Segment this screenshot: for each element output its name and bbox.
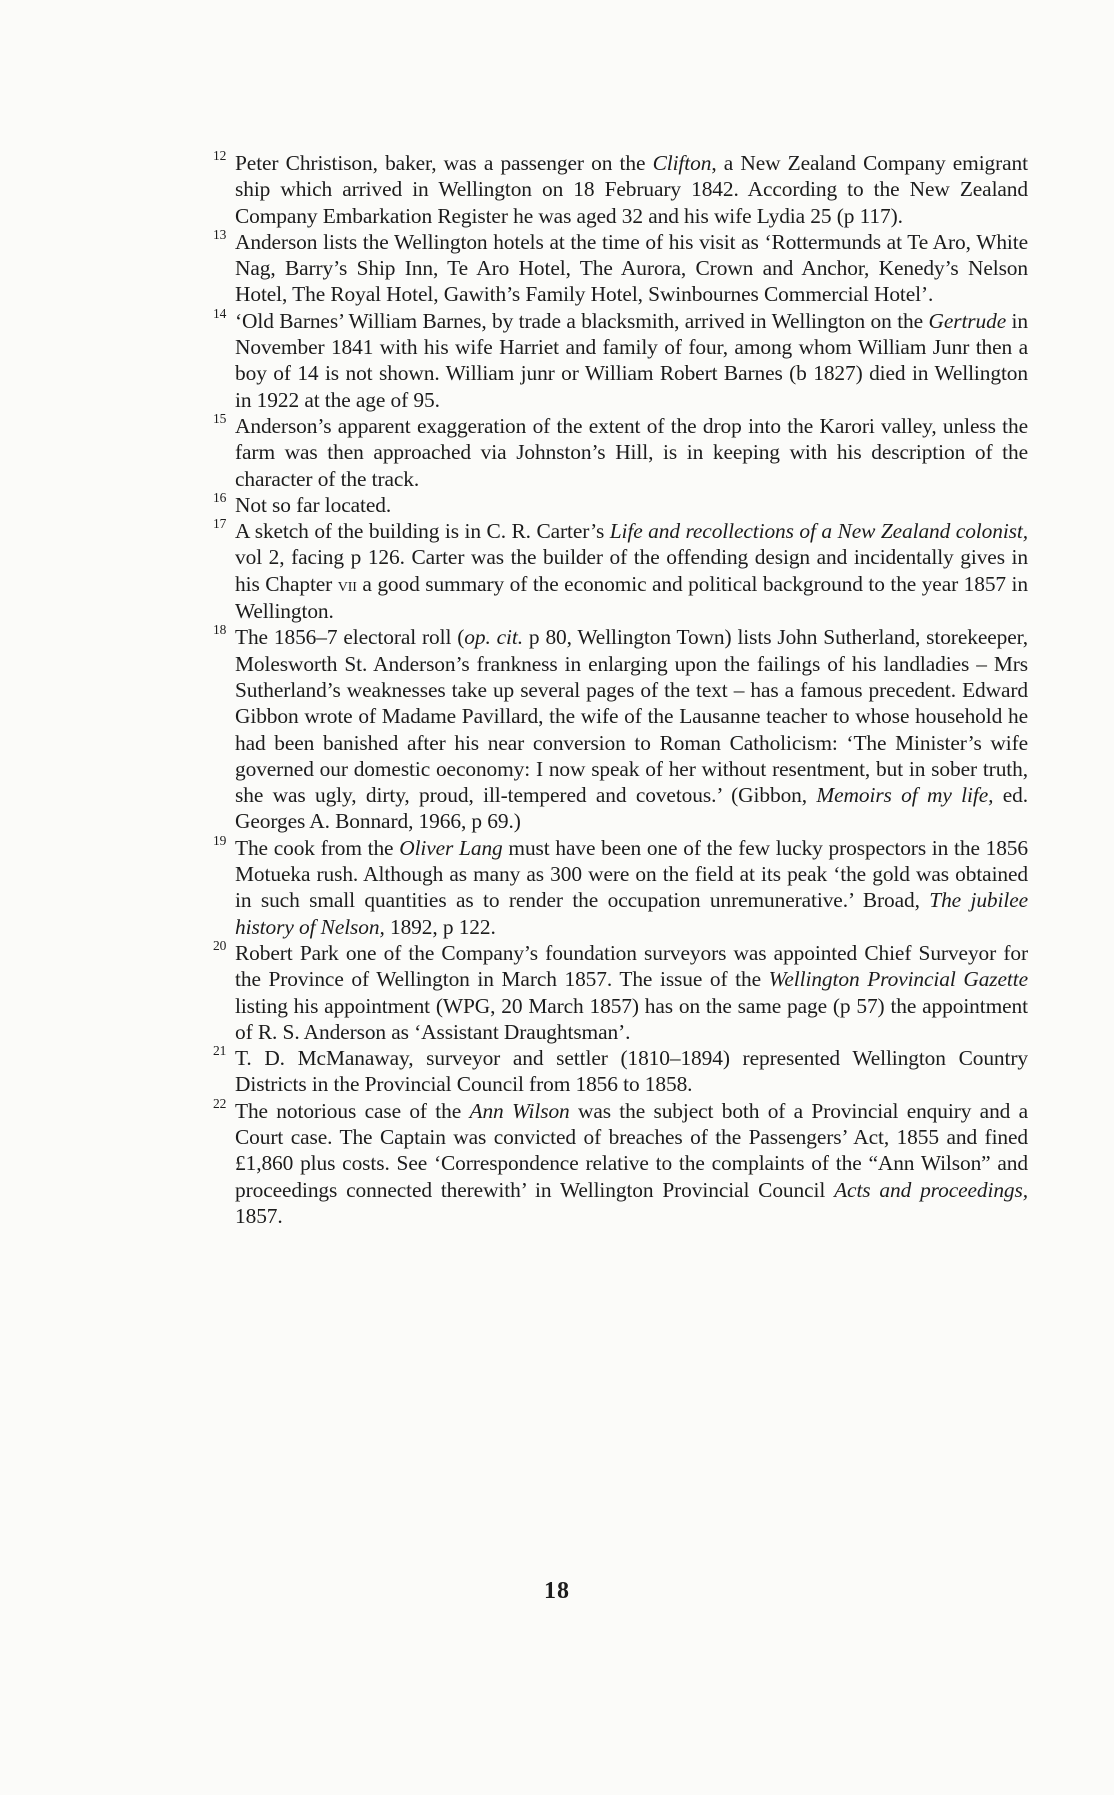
footnote-14 bbox=[213, 305, 1028, 413]
text-run: Anderson lists the Wellington hotels at the time of his visit as ‘Rottermunds at Te Aro, White Nag, Barry’s Ship Inn, Te Aro Hotel, The Aurora, Crown and Anchor, Kenedy’s Nelson Hotel, The Royal Hotel, Gawith’s Family Hotel, Swinbournes Commercial Hotel’. bbox=[235, 229, 1028, 307]
footnote-text bbox=[235, 1045, 1028, 1098]
text-run: vol 2, facing p 126. Carter was the builder of the offending design and incidentally gives in his Chapter bbox=[235, 545, 1028, 596]
footnote-22 bbox=[213, 1095, 1029, 1229]
footnote-19 bbox=[213, 832, 1029, 940]
page-number: 18 bbox=[544, 1578, 570, 1604]
footnotes-block bbox=[213, 150, 1028, 1229]
footnote-15 bbox=[213, 410, 1028, 492]
footnote-number: 19 bbox=[213, 832, 227, 848]
footnote-number: 21 bbox=[213, 1043, 227, 1059]
text-run: 1892, p 122. bbox=[384, 914, 496, 939]
footnote-number: 15 bbox=[213, 410, 227, 426]
footnote-text bbox=[235, 835, 1028, 940]
text-run: a good summary of the economic and political background to the year 1857 in Wellington. bbox=[235, 571, 1028, 624]
footnote-16 bbox=[213, 489, 1028, 518]
italic-title: Acts and proceedings, bbox=[834, 1177, 1028, 1202]
footnote-18 bbox=[213, 624, 1028, 834]
text-run: , a New Zealand Company emigrant ship which arrived in Wellington on 18 February 1842. According to the New Zealand Company Embarkation Register he was aged 32 and his wife Lydia 25 (p 117). bbox=[235, 151, 1028, 228]
footnote-21 bbox=[213, 1045, 1028, 1098]
italic-title: Ann Wilson bbox=[469, 1098, 570, 1123]
italic-title: Memoirs of my life, bbox=[816, 783, 994, 808]
footnote-20 bbox=[213, 937, 1028, 1045]
footnote-text bbox=[235, 413, 1028, 492]
footnote-number: 14 bbox=[213, 305, 227, 321]
text-run: Not so far located. bbox=[235, 492, 392, 517]
footnote-12 bbox=[213, 150, 1028, 229]
italic-title: Wellington Provincial Gazette bbox=[768, 967, 1028, 992]
italic-title: Oliver Lang bbox=[399, 835, 503, 860]
footnote-text bbox=[235, 229, 1028, 308]
text-run: The cook from the bbox=[235, 835, 400, 860]
text-run: listing his appointment (WPG, 20 March 1857) has on the same page (p 57) the appointment of R. S. Anderson as ‘Assistant Draughtsman’. bbox=[235, 993, 1028, 1044]
italic-title: Clifton bbox=[652, 151, 712, 175]
text-run: in November 1841 with his wife Harriet and family of four, among whom William Junr then a boy of 14 is not shown. William junr or William Robert Barnes (b 1827) died in Wellington in 1922 at the age of 95. bbox=[235, 308, 1028, 412]
text-run: A sketch of the building is in C. R. Carter’s bbox=[235, 519, 610, 544]
italic-title: op. cit. bbox=[464, 625, 523, 650]
footnote-13 bbox=[213, 226, 1028, 308]
footnote-text bbox=[235, 150, 1028, 229]
footnote-text bbox=[235, 518, 1028, 624]
text-run: Robert Park one of the Company’s foundation surveyors was appointed Chief Surveyor for the Province of Wellington in March 1857. The issue of the bbox=[235, 940, 1028, 992]
footnote-number: 13 bbox=[213, 226, 227, 242]
text-run: ed. Georges A. Bonnard, 1966, p 69.) bbox=[235, 783, 1028, 834]
text-run: Peter Christison, baker, was a passenger on the bbox=[235, 151, 653, 175]
footnote-17 bbox=[213, 518, 1028, 624]
text-run: T. D. McManaway, surveyor and settler (1810–1894) represented Wellington Country Districts in the Provincial Council from 1856 to 1858. bbox=[235, 1046, 1028, 1097]
footnote-text bbox=[235, 1098, 1028, 1229]
footnote-number: 12 bbox=[213, 148, 227, 163]
text-run: must have been one of the few lucky prospectors in the 1856 Motueka rush. Although as many as 300 were on the field at its peak ‘the gold was obtained in such small quantities as to render the occupation unremunerative.’ Broad, bbox=[235, 835, 1028, 913]
text-run: 1857. bbox=[235, 1203, 283, 1228]
footnote-number: 20 bbox=[213, 937, 227, 953]
italic-title: Life and recollections of a New Zealand colonist, bbox=[609, 519, 1028, 544]
footnote-text bbox=[235, 492, 1028, 518]
footnote-number: 18 bbox=[213, 622, 227, 638]
footnote-number: 22 bbox=[213, 1095, 227, 1111]
text-run: The 1856–7 electoral roll ( bbox=[235, 625, 465, 650]
italic-title: Gertrude bbox=[928, 308, 1007, 333]
text-run: was the subject both of a Provincial enquiry and a Court case. The Captain was convicted of breaches of the Passengers’ Act, 1855 and fined £1,860 plus costs. See ‘Correspondence relative to the complaints of the “Ann Wilson” and proceedings connected therewith’ in Wellington Provincial Council bbox=[235, 1098, 1029, 1202]
footnote-text bbox=[235, 940, 1028, 1045]
text-run: p 80, Wellington Town) lists John Sutherland, storekeeper, Molesworth St. Anderson’s frankness in enlarging upon the failings of his landladies – Mrs Sutherland’s weaknesses take up several pages of the text – has a famous precedent. Edward Gibbon wrote of Madame Pavillard, the wife of the Lausanne teacher to whose household he had been banished after his near conversion to Roman Catholicism: ‘The Minister’s wife governed our domestic oeconomy: I now speak of her without resentment, but in sober truth, she was ugly, dirty, proud, ill-tempered and covetous.’ (Gibbon, bbox=[235, 625, 1029, 808]
italic-title: The jubilee history of Nelson, bbox=[235, 888, 1029, 939]
text-run: Anderson’s apparent exaggeration of the extent of the drop into the Karori valley, unless the farm was then approached via Johnston’s Hill, is in keeping with his description of the character of the track. bbox=[235, 413, 1028, 491]
small-caps-text: vii bbox=[337, 573, 357, 596]
text-run: ‘Old Barnes’ William Barnes, by trade a blacksmith, arrived in Wellington on the bbox=[235, 308, 929, 333]
footnote-number: 17 bbox=[213, 516, 227, 532]
text-run: The notorious case of the bbox=[235, 1098, 470, 1123]
footnote-text bbox=[235, 624, 1028, 834]
footnote-text bbox=[235, 308, 1028, 413]
footnote-number: 16 bbox=[213, 489, 227, 505]
